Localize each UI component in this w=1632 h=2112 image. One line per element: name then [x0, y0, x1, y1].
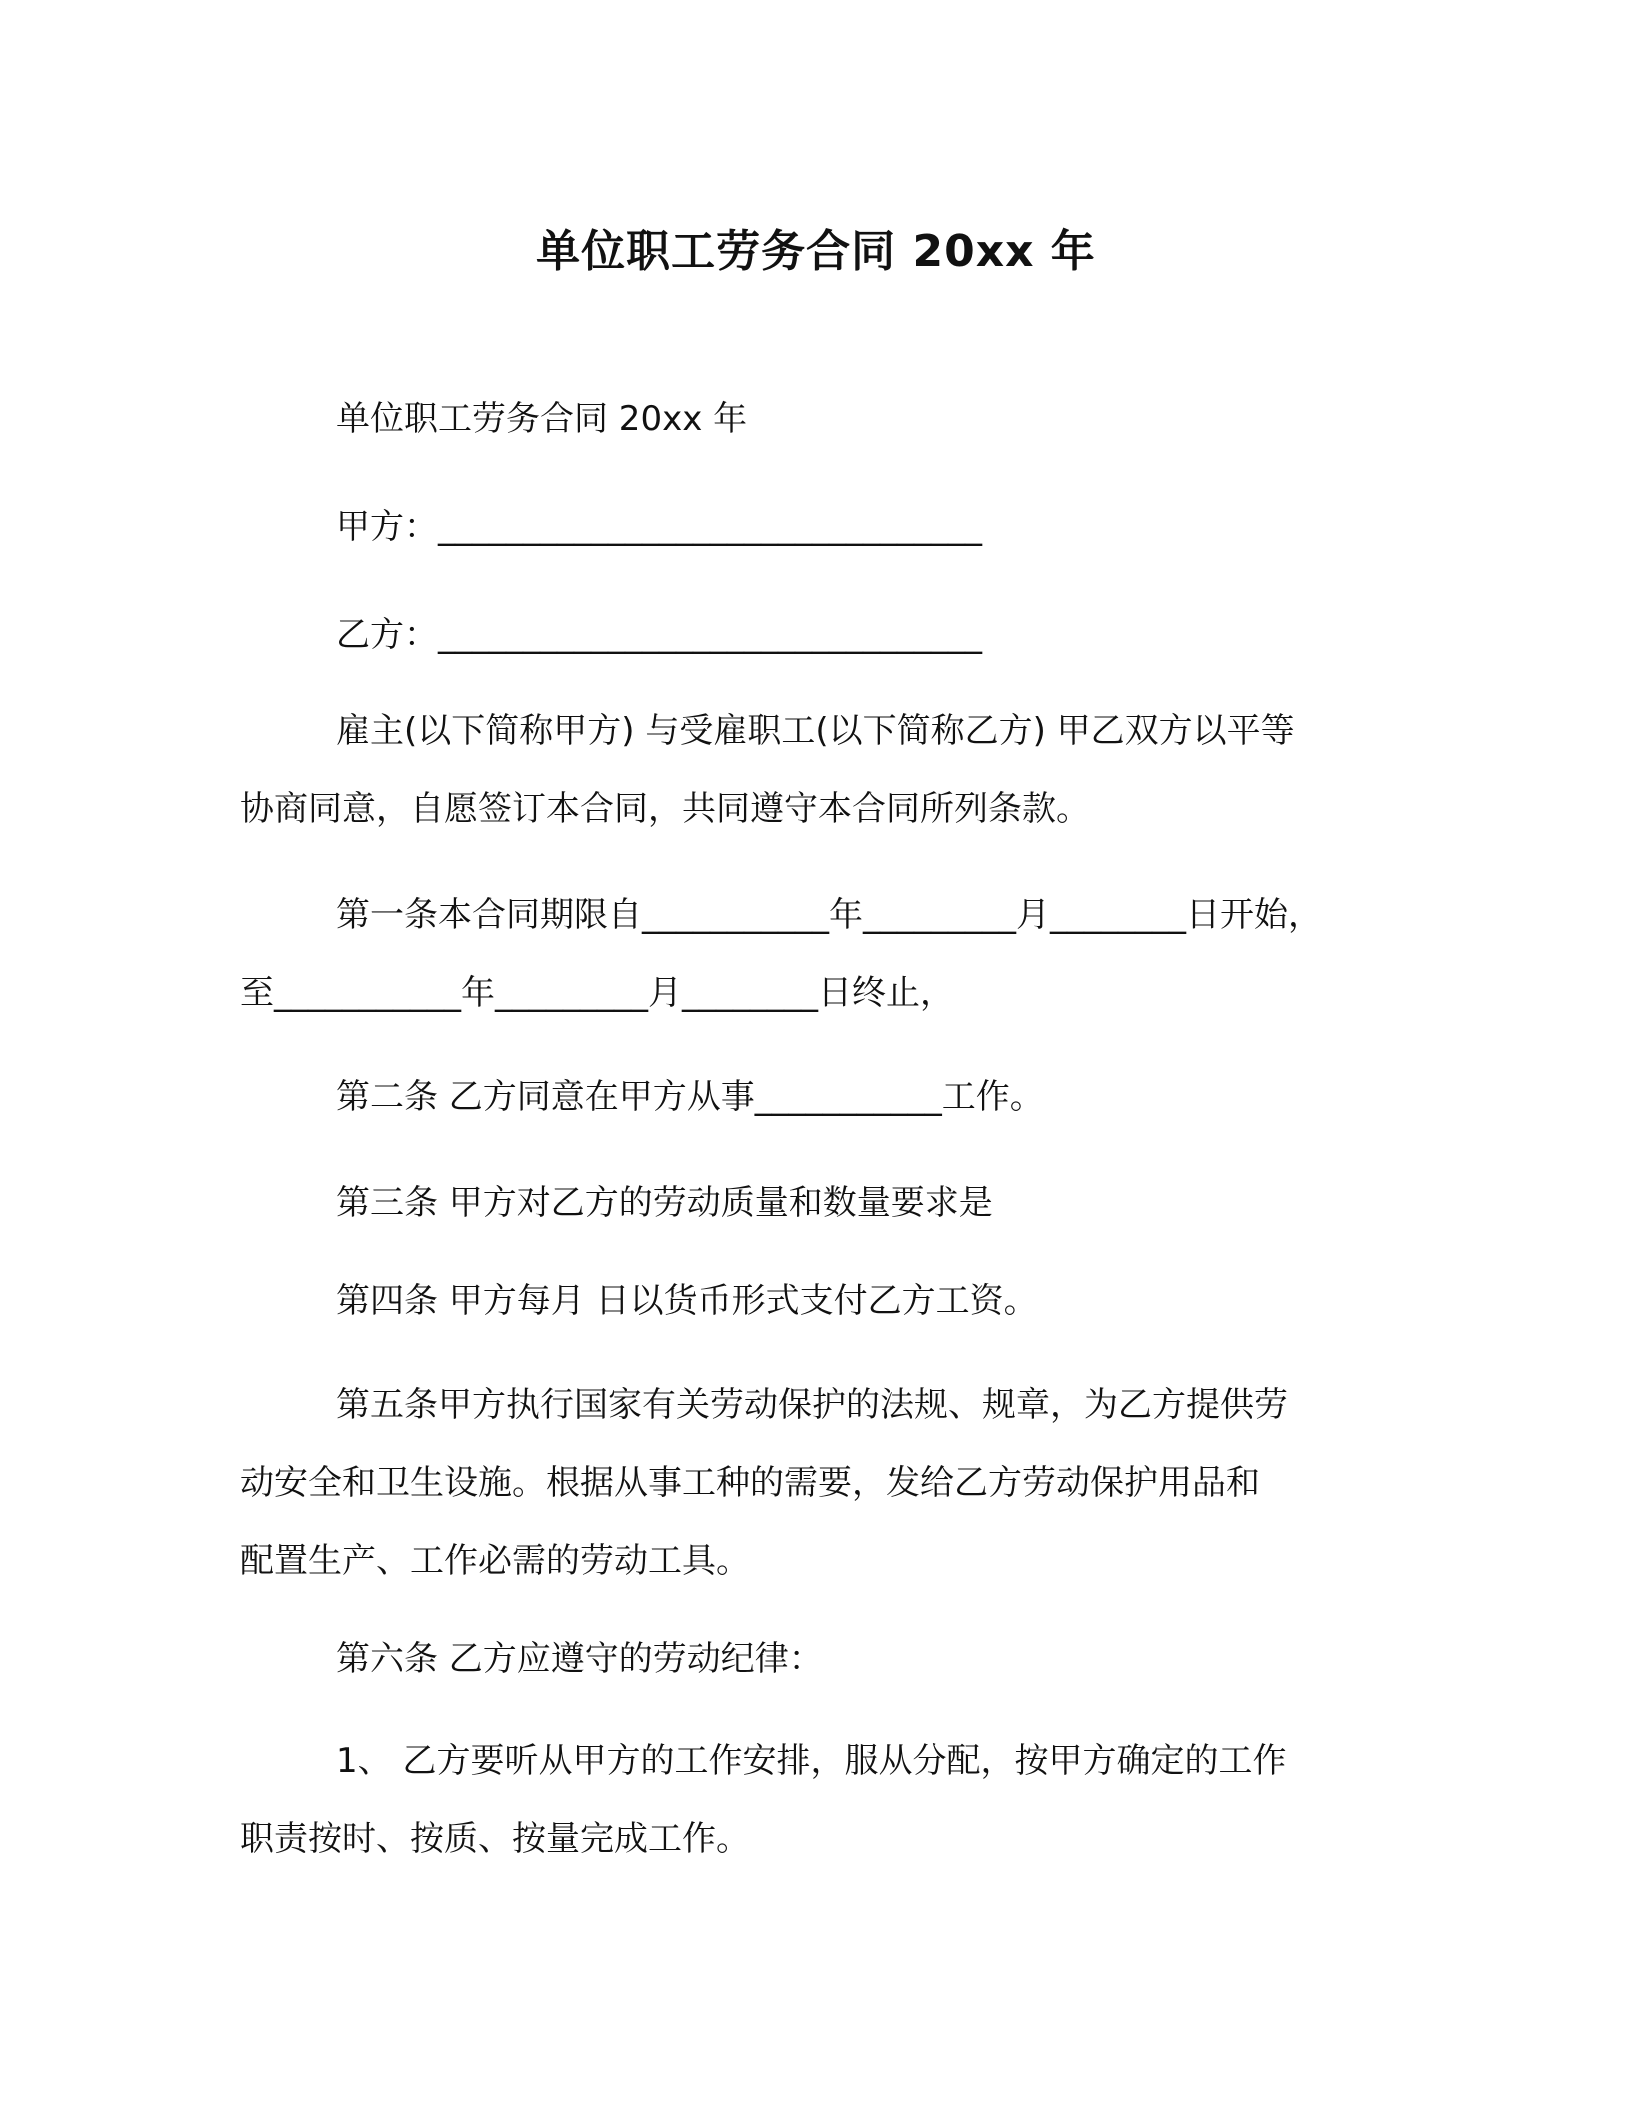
subtitle-text: 单位职工劳务合同 20xx 年 [336, 399, 748, 439]
article-3-paragraph [240, 1164, 1400, 1242]
article-4-paragraph [240, 1262, 1400, 1340]
article-5-line-3: 配置生产、工作必需的劳动工具。 [240, 1541, 750, 1581]
article-2-paragraph [240, 1058, 1400, 1136]
document-title: 单位职工劳务合同 20xx 年 [536, 226, 1096, 277]
article-1-paragraph [240, 876, 1400, 1032]
intro-line-2: 协商同意，自愿签订本合同，共同遵守本合同所列条款。 [240, 789, 1090, 829]
item-1-line-1: 1、 乙方要听从甲方的工作安排，服从分配，按甲方确定的工作 [336, 1741, 1287, 1781]
article-2-text: 第二条 乙方同意在甲方从事___________工作。 [336, 1077, 1044, 1117]
item-1-line-2: 职责按时、按质、按量完成工作。 [240, 1819, 750, 1859]
article-4-text: 第四条 甲方每月 日以货币形式支付乙方工资。 [336, 1281, 1038, 1321]
article-5-line-1: 第五条甲方执行国家有关劳动保护的法规、规章，为乙方提供劳 [336, 1385, 1288, 1425]
subtitle-paragraph [240, 380, 1400, 458]
party-a-line [240, 488, 1400, 566]
intro-line-1: 雇主(以下简称甲方) 与受雇职工(以下简称乙方) 甲乙双方以平等 [336, 711, 1295, 751]
article-6-text: 第六条 乙方应遵守的劳动纪律： [336, 1639, 823, 1679]
article-5-line-2: 动安全和卫生设施。根据从事工种的需要，发给乙方劳动保护用品和 [240, 1463, 1260, 1503]
party-b-line [240, 596, 1400, 674]
article-3-text: 第三条 甲方对乙方的劳动质量和数量要求是 [336, 1183, 993, 1223]
intro-paragraph [240, 692, 1400, 848]
party-a-text: 甲方：________________________________ [336, 507, 982, 547]
item-1-paragraph [240, 1722, 1400, 1878]
article-5-paragraph [240, 1366, 1400, 1600]
article-1-line-1: 第一条本合同期限自___________年_________月________日开始， [336, 895, 1322, 935]
article-1-line-2: 至___________年_________月________日终止， [240, 973, 954, 1013]
article-6-paragraph [240, 1620, 1400, 1698]
party-b-text: 乙方：________________________________ [336, 615, 982, 655]
